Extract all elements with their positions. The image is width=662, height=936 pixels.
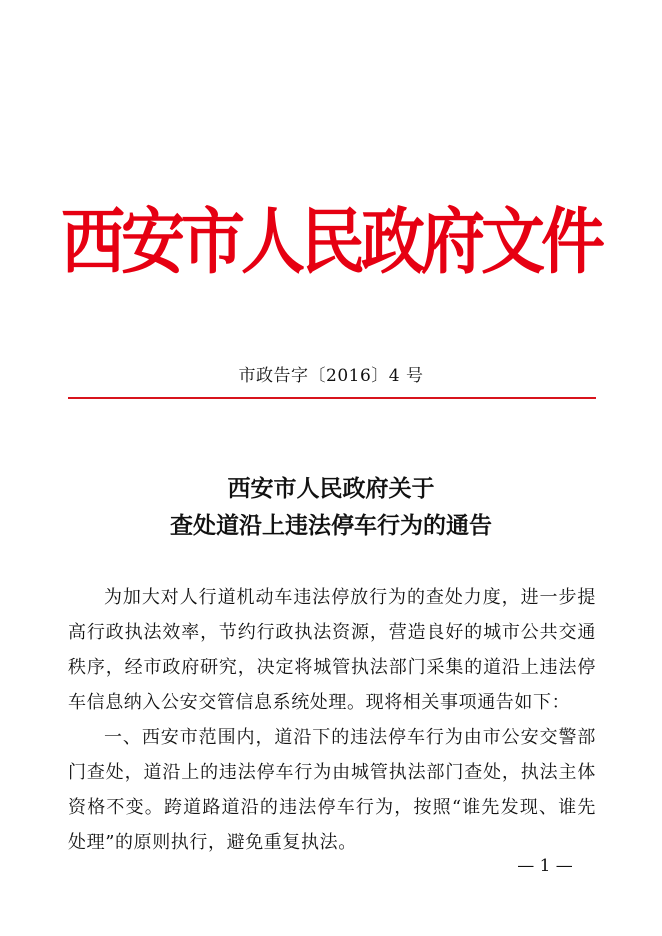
document-body — [68, 580, 596, 860]
page-number: — 1 — — [517, 856, 573, 876]
document-number: 市政告字〔2016〕4 号 — [238, 366, 424, 386]
document-title-line-2: 查处道沿上违法停车行为的通告 — [170, 512, 492, 539]
body-paragraph-item-1: 一、西安市范围内，道沿下的违法停车行为由市公安交警部门查处，道沿上的违法停车行为由城管执法部门查处，执法主体资格不变。跨道路道沿的违法停车行为，按照“谁先发现、谁先处理”的原则执行，避免重复执法。 — [68, 727, 596, 853]
red-divider-rule — [68, 397, 596, 399]
body-paragraph-intro: 为加大对人行道机动车违法停放行为的查处力度，进一步提高行政执法效率，节约行政执法资源，营造良好的城市公共交通秩序，经市政府研究，决定将城管执法部门采集的道沿上违法停车信息纳入公安交管信息系统处理。现将相关事项通告如下： — [68, 587, 596, 713]
document-masthead: 西安市人民政府文件 — [61, 200, 601, 285]
document-title-line-1: 西安市人民政府关于 — [227, 475, 435, 502]
